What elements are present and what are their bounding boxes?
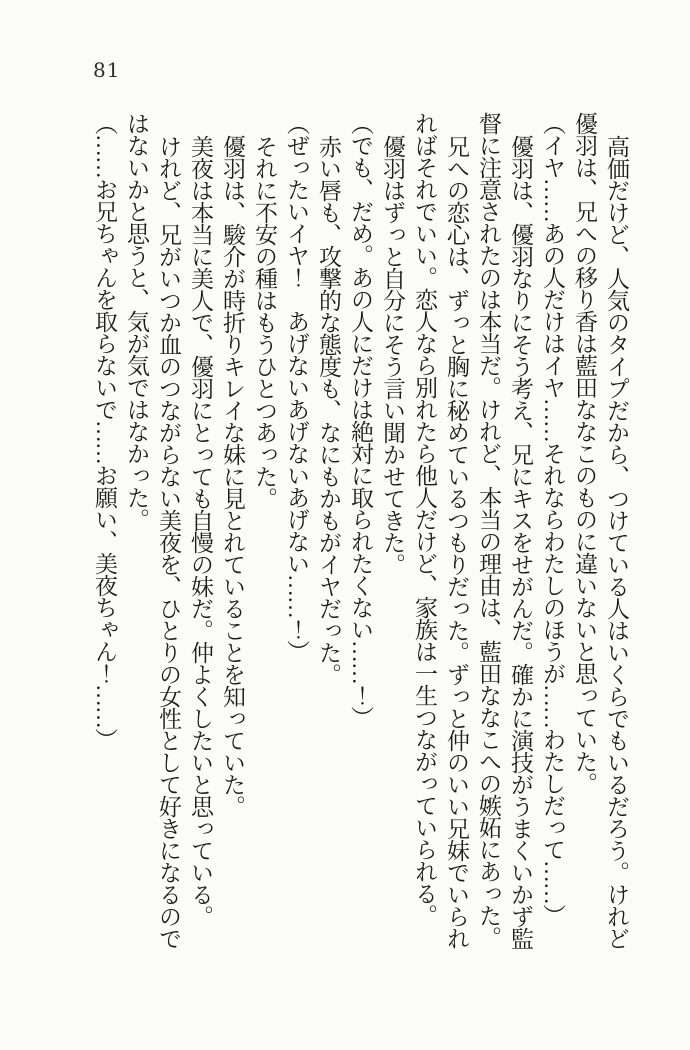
paragraph: 兄への恋心は、ずっと胸に秘めているつもりだった。ずっと仲のいい兄妹でいられればそれでいい。恋人なら別れたら他人だけど、家族は一生つながっていられる。 <box>412 112 469 949</box>
paragraph: 優羽は、駿介が時折りキレイな妹に見とれていることを知っていた。 <box>220 135 245 817</box>
paragraph: 赤い唇も、攻撃的な態度も、なにもかもがイヤだった。 <box>316 135 341 685</box>
paragraph: それに不安の種はもうひとつあった。 <box>252 135 277 509</box>
paragraph: （でも、だめ。あの人にだけは絶対に取られたくない……！） <box>348 112 373 728</box>
paragraph: 優羽は、優羽なりにそう考え、兄にキスをせがんだ。確かに演技がうまくいかず監督に注意されたのは本当だ。けれど、本当の理由は、藍田ななこへの嫉妬にあった。 <box>476 112 533 949</box>
paragraph: 優羽はずっと自分にそう言い聞かせてきた。 <box>380 135 405 575</box>
paragraph: けれど、兄がいつか血のつながらない美夜を、ひとりの女性として好きになるのではないかと思うと、気が気ではなかった。 <box>124 112 181 949</box>
paragraph: （ぜったいイヤ！ あげないあげないあげない……！） <box>284 112 309 662</box>
paragraph: 高価だけど、人気のタイプだから、つけている人はいくらでもいるだろう。けれど優羽は、兄への移り香は藍田ななこのものに違いないと思っていた。 <box>572 112 629 949</box>
paragraph: （イヤ……あの人だけはイヤ……それならわたしのほうが……わたしだって……） <box>540 112 565 926</box>
paragraph: （……お兄ちゃんを取らないで……お願い、美夜ちゃん！……） <box>92 112 117 750</box>
text-block <box>86 112 632 954</box>
paragraph: 美夜は本当に美人で、優羽にとっても自慢の妹だ。仲よくしたいと思っている。 <box>188 135 213 927</box>
page-number: 81 <box>93 58 121 82</box>
